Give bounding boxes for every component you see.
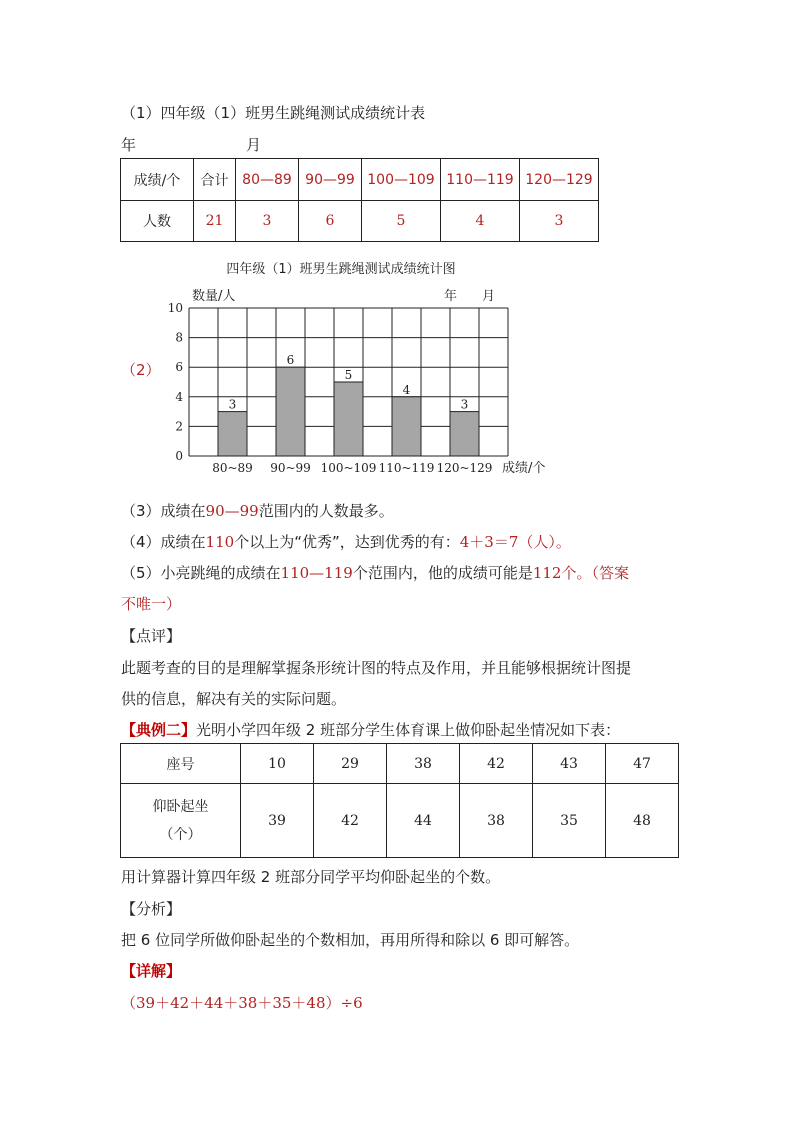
chart-xtick-label: 120~129 (436, 461, 493, 475)
answer-3-value: 90—99 (205, 502, 259, 520)
chart-xtick-label: 100~109 (320, 461, 377, 475)
situp-label-line1: 仰卧起坐 (152, 798, 209, 815)
score-table-count-cell: 4 (441, 201, 520, 242)
score-table-count-label: 人数 (121, 201, 194, 242)
chart-ytick-label: 10 (167, 301, 183, 315)
score-table-count-cell: 5 (362, 201, 441, 242)
chart-ytick-label: 2 (175, 419, 183, 434)
answer-4 (121, 531, 571, 552)
example2-heading: 【典例二】 (121, 721, 197, 739)
chart-xtick-label: 110~119 (378, 461, 435, 475)
answer-5-line2: 不唯一） (121, 595, 182, 613)
chart-bar (276, 367, 305, 456)
table1-date-month: 月 (246, 136, 262, 154)
chart-data-label: 3 (228, 397, 237, 412)
chart-xlabel: 成绩/个 (502, 461, 546, 476)
chart-data-label: 4 (402, 382, 411, 397)
answer-4-pre: （4）成绩在 (121, 533, 206, 551)
score-table-header-cell: 120—129 (520, 159, 599, 201)
situp-label-line2: （个） (159, 826, 202, 843)
chart-bar (218, 412, 247, 456)
answer-5-mid: 个范围内，他的成绩可能是 (352, 564, 533, 582)
score-table-header-cell: 80—89 (236, 159, 299, 201)
chart-ylabel: 数量/人 (192, 289, 236, 304)
answer-4-mid: 个以上为“优秀”，达到优秀的有： (234, 533, 460, 551)
situp-table-seat-row (121, 744, 679, 784)
score-table-header-cell: 110—119 (441, 159, 520, 201)
situp-table-seat-cell: 29 (314, 744, 387, 784)
situp-table-count-label (121, 784, 241, 858)
chart-ytick-label: 0 (175, 449, 183, 463)
chart-ytick-label: 4 (175, 389, 183, 404)
table1-title: （1）四年级（1）班男生跳绳测试成绩统计表 (121, 104, 426, 122)
situp-table-count-cell: 35 (533, 784, 606, 858)
example2-text: 光明小学四年级 2 班部分学生体育课上做仰卧起坐情况如下表： (196, 721, 621, 739)
situp-table-count-cell: 44 (387, 784, 460, 858)
answer-5-value2: 112 (532, 564, 562, 582)
answer-5-value1: 110—119 (280, 564, 353, 582)
situp-table-seat-cell: 42 (460, 744, 533, 784)
chart-data-label: 6 (286, 353, 295, 368)
score-table (120, 158, 599, 242)
answer-5-pre: （5）小亮跳绳的成绩在 (121, 564, 281, 582)
situp-table-count-cell: 38 (460, 784, 533, 858)
table1-date-year: 年 (121, 136, 137, 154)
chart-title: 四年级（1）班男生跳绳测试成绩统计图 (226, 262, 456, 277)
answer-4-post: （人）。 (518, 533, 571, 551)
answer-4-value2: 4＋3＝7 (459, 533, 519, 551)
score-table-header-cell: 100—109 (362, 159, 441, 201)
analysis-text: 把 6 位同学所做仰卧起坐的个数相加，再用所得和除以 6 即可解答。 (121, 931, 580, 949)
analysis-heading: 【分析】 (121, 900, 182, 918)
situp-table-seat-cell: 10 (241, 744, 314, 784)
chart-ytick-label: 8 (175, 330, 183, 345)
comment-line2: 供的信息，解决有关的实际问题。 (121, 690, 347, 708)
answer-3-pre: （3）成绩在 (121, 502, 206, 520)
bar-chart (0, 255, 794, 480)
example2-question: 用计算器计算四年级 2 班部分同学平均仰卧起坐的个数。 (121, 868, 501, 886)
chart-date-year: 年 (444, 289, 458, 304)
example2-intro (121, 719, 620, 740)
situp-table-seat-cell: 47 (606, 744, 679, 784)
comment-heading: 【点评】 (121, 627, 182, 645)
chart-part-label: （2） (121, 361, 161, 379)
score-table-count-cell: 6 (299, 201, 362, 242)
detail-formula: （39＋42＋44＋38＋35＋48）÷6 (121, 994, 363, 1012)
answer-3 (121, 500, 394, 521)
answer-3-post: 范围内的人数最多。 (258, 502, 394, 520)
answer-5 (121, 562, 629, 583)
score-table-count-cell: 3 (236, 201, 299, 242)
comment-line1: 此题考查的目的是理解掌握条形统计图的特点及作用，并且能够根据统计图提 (121, 659, 632, 677)
chart-ytick-label: 6 (175, 360, 183, 375)
score-table-header-row (121, 159, 599, 201)
chart-bar (450, 412, 479, 456)
situp-table-count-cell: 48 (606, 784, 679, 858)
score-table-header-cell: 90—99 (299, 159, 362, 201)
situp-table-count-cell: 42 (314, 784, 387, 858)
score-table-count-cell: 3 (520, 201, 599, 242)
situp-table-count-row (121, 784, 679, 858)
score-table-header-cell: 成绩/个 (121, 159, 194, 201)
situp-table-seat-label: 座号 (121, 744, 241, 784)
chart-date-month: 月 (482, 289, 496, 304)
answer-5-post: 个。（答案 (561, 564, 629, 582)
score-table-header-cell: 合计 (194, 159, 236, 201)
chart-xtick-label: 90~99 (270, 461, 311, 475)
situp-table-seat-cell: 38 (387, 744, 460, 784)
situp-table-count-cell: 39 (241, 784, 314, 858)
answer-4-value1: 110 (205, 533, 235, 551)
chart-xtick-label: 80~89 (212, 461, 253, 475)
chart-bar (392, 397, 421, 456)
chart-data-label: 3 (460, 397, 469, 412)
detail-heading: 【详解】 (121, 962, 182, 980)
situp-table-seat-cell: 43 (533, 744, 606, 784)
chart-bar (334, 382, 363, 456)
chart-data-label: 5 (344, 368, 353, 382)
score-table-count-cell: 21 (194, 201, 236, 242)
situp-table (120, 743, 679, 858)
score-table-count-row (121, 201, 599, 242)
